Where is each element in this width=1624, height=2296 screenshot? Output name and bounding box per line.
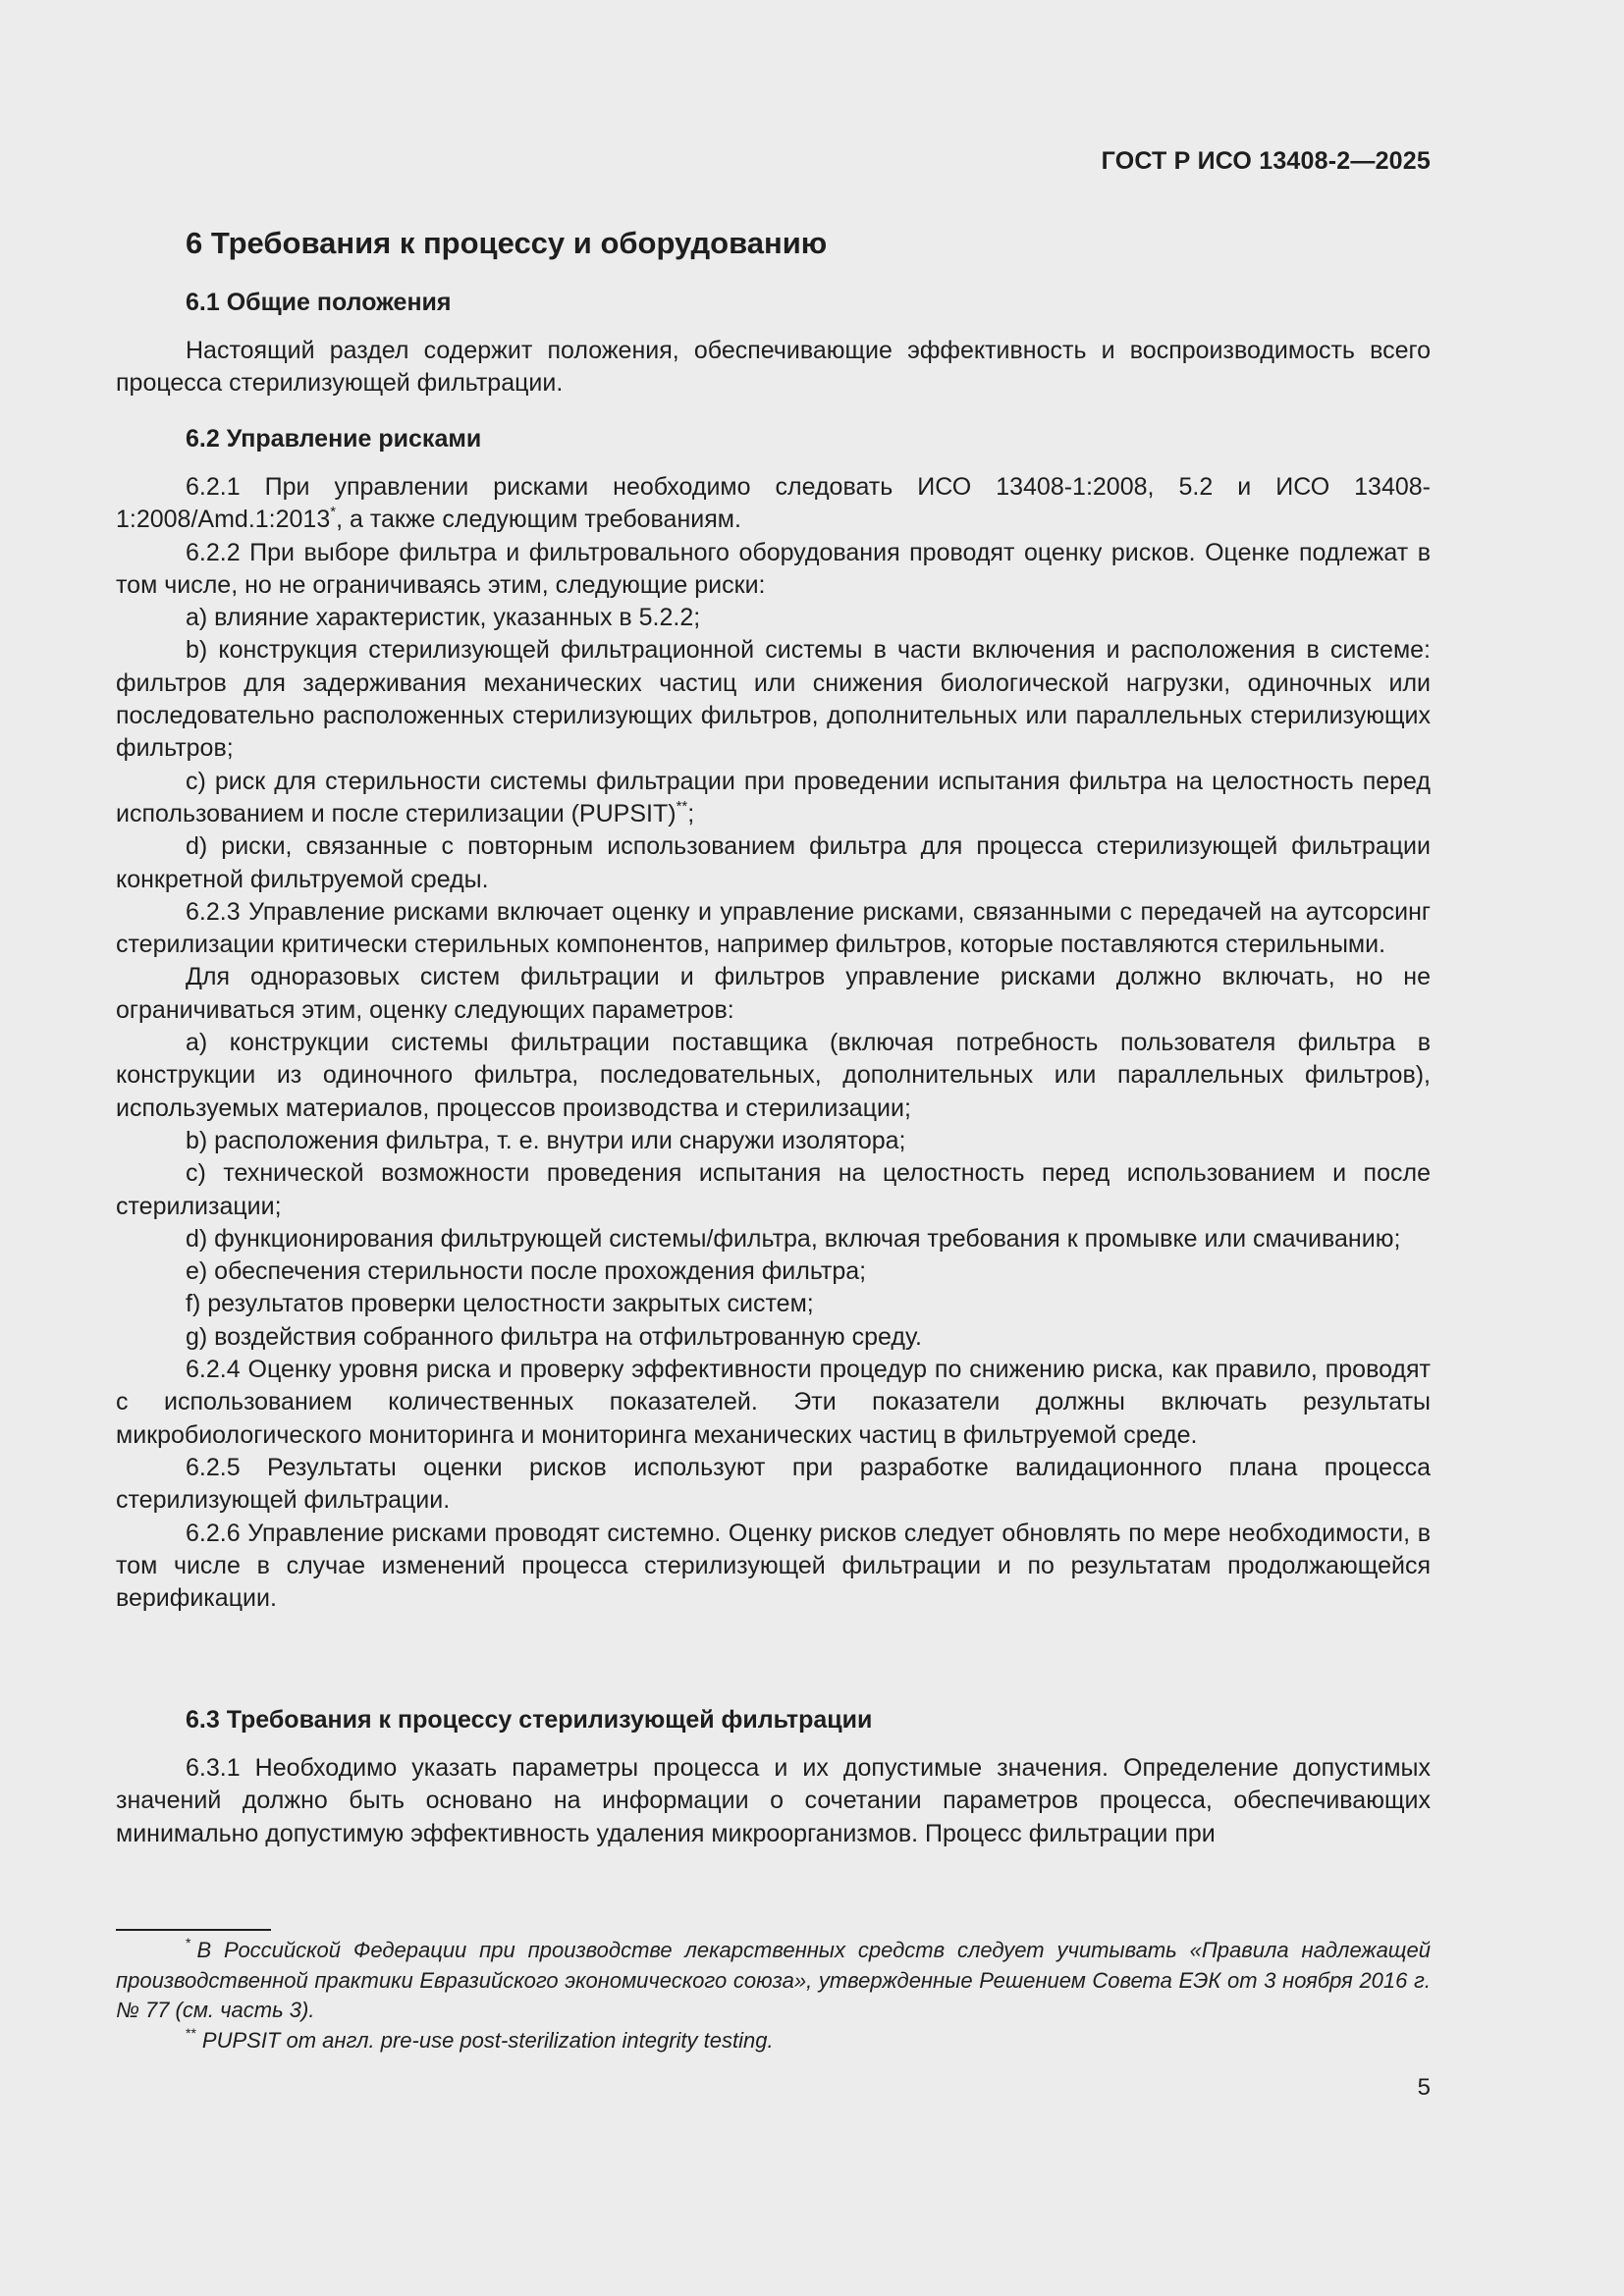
list-item: d) функционирования фильтрующей системы/фильтра, включая требования к промывке или смачиванию; [186, 1224, 1401, 1253]
subsection-6-2-body [116, 471, 1431, 1615]
footnotes [116, 1936, 1431, 2056]
list-item: g) воздействия собранного фильтра на отфильтрованную среду. [186, 1322, 922, 1351]
subsection-title: 6.2 Управление рисками [186, 425, 482, 453]
list-item: e) обеспечения стерильности после прохождения фильтра; [186, 1257, 867, 1286]
list-item: a) влияние характеристик, указанных в 5.2.2; [186, 604, 701, 632]
subsection-6-1 [116, 287, 1431, 319]
paragraph-6-2-1: 6.2.1 При управлении рисками необходимо следовать ИСО 13408-1:2008, 5.2 и ИСО 13408-1:2008/Amd.1:2013*, а также следующим требованиям. [116, 473, 1431, 534]
list-item: c) риск для стерильности системы фильтрации при проведении испытания фильтра на целостность перед использованием и после стерилизации (PUPSIT)**; [116, 767, 1431, 828]
paragraph-6-2-4: 6.2.4 Оценку уровня риска и проверку эффективности процедур по снижению риска, как правило, проводят с использованием количественных показателей. Эти показатели должны включать результаты микробиологического мониторинга и мониторинга механических частиц в фильтруемой среде. [116, 1356, 1431, 1449]
paragraph-6-2-2: 6.2.2 При выборе фильтра и фильтровального оборудования проводят оценку рисков. Оценке подлежат в том числе, но не ограничиваясь этим, следующие риски: [116, 538, 1431, 599]
footnote-mark: ** [186, 2024, 196, 2041]
subsection-6-3-body [116, 1752, 1431, 1850]
list-item: b) расположения фильтра, т. е. внутри или снаружи изолятора; [186, 1126, 906, 1154]
subsection-6-2 [116, 423, 1431, 455]
footnote: ** PUPSIT от англ. pre-use post-sterilization integrity testing. [186, 2024, 774, 2053]
page-number: 5 [1417, 2074, 1431, 2101]
list-item: a) конструкции системы фильтрации поставщика (включая потребность пользователя фильтра в конструкции из одиночного фильтра, последовательных, дополнительных или параллельных фильтров), используемых материалов, процессов производства и стерилизации; [116, 1029, 1431, 1122]
paragraph: Для одноразовых систем фильтрации и фильтров управление рисками должно включать, но не ограничиваться этим, оценку следующих параметров: [116, 963, 1431, 1024]
subsection-title: 6.3 Требования к процессу стерилизующей фильтрации [186, 1706, 873, 1734]
subsection-6-3 [116, 1704, 1431, 1736]
list-item: f) результатов проверки целостности закрытых систем; [186, 1290, 814, 1318]
list-item: c) технической возможности проведения испытания на целостность перед использованием и после стерилизации; [116, 1159, 1431, 1220]
paragraph-6-2-5: 6.2.5 Результаты оценки рисков используют при разработке валидационного плана процесса стерилизующей фильтрации. [116, 1453, 1431, 1515]
paragraph-6-2-6: 6.2.6 Управление рисками проводят системно. Оценку рисков следует обновлять по мере необходимости, в том числе в случае изменений процесса стерилизующей фильтрации и по результатам продолжающейся верификации. [116, 1519, 1431, 1613]
footnote-ref: ** [676, 797, 688, 815]
paragraph: Настоящий раздел содержит положения, обеспечивающие эффективность и воспроизводимость всего процесса стерилизующей фильтрации. [116, 337, 1431, 398]
subsection-title: 6.1 Общие положения [186, 289, 452, 316]
footnote-ref: * [330, 504, 337, 521]
paragraph-6-2-3: 6.2.3 Управление рисками включает оценку и управление рисками, связанными с передачей на аутсорсинг стерилизации критически стерильных компонентов, например фильтров, которые поставляются стерильными. [116, 897, 1431, 959]
list-item: b) конструкция стерилизующей фильтрационной системы в части включения и расположения в системе: фильтров для задерживания механических частиц или снижения биологической нагрузки, одиночных или последовательно расположенных стерилизующих фильтров, дополнительных или параллельных стерилизующих фильтров; [116, 636, 1431, 763]
footnote-mark: * [186, 1935, 191, 1950]
section-title: 6 Требования к процессу и оборудованию [186, 226, 828, 260]
paragraph-6-3-1: 6.3.1 Необходимо указать параметры процесса и их допустимые значения. Определение допустимых значений должно быть основано на информации о сочетании параметров процесса, обеспечивающих минимально допустимую эффективность удаления микроорганизмов. Процесс фильтрации при [116, 1754, 1431, 1847]
footnote-separator [116, 1929, 271, 1931]
subsection-6-1-body [116, 335, 1431, 400]
footnote: * В Российской Федерации при производстве лекарственных средств следует учитывать «Правила надлежащей производственной практики Евразийского экономического союза», утвержденные Решением Совета ЕЭК от 3 ноября 2016 г. № 77 (см. часть 3). [116, 1935, 1431, 2022]
list-item: d) риски, связанные с повторным использованием фильтра для процесса стерилизующей фильтрации конкретной фильтруемой среды. [116, 832, 1431, 893]
document-code: ГОСТ Р ИСО 13408-2—2025 [1101, 147, 1431, 175]
